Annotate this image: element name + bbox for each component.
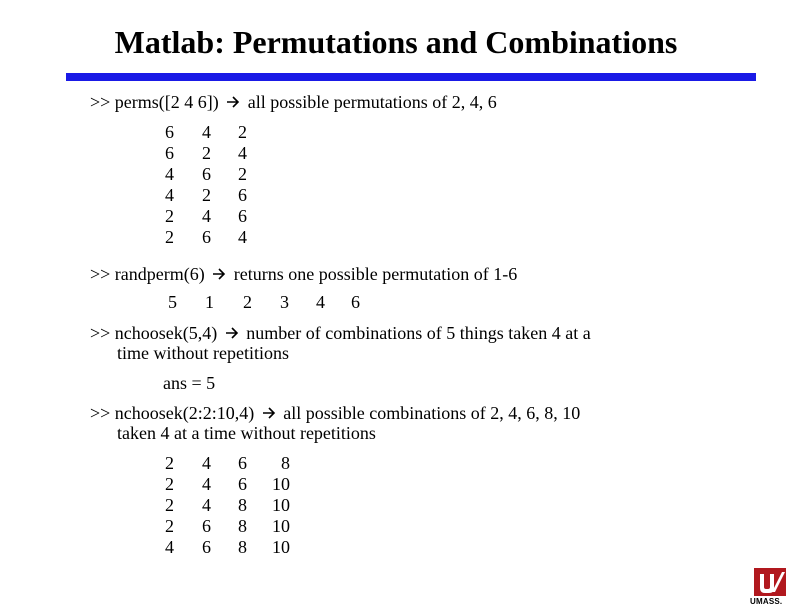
matrix-cell: 4 — [202, 453, 211, 473]
matrix-cell: 2 — [165, 453, 174, 473]
randperm-command: >> randperm(6) — [90, 264, 205, 284]
title-rule — [66, 73, 756, 81]
matrix-cell: 4 — [238, 227, 247, 247]
matrix-cell: 10 — [272, 474, 290, 494]
perms-description: all possible permutations of 2, 4, 6 — [247, 92, 497, 112]
matrix-cell: 2 — [165, 516, 174, 536]
matrix-cell: 6 — [202, 227, 211, 247]
nchoosek1-description-cont: time without repetitions — [117, 343, 289, 363]
umass-logo-text: UMASS. — [750, 597, 783, 606]
matrix-cell: 4 — [202, 474, 211, 494]
matrix-cell: 10 — [272, 516, 290, 536]
matrix-cell: 6 — [202, 537, 211, 557]
right-arrow-icon — [262, 406, 276, 420]
vector-cell: 4 — [316, 292, 325, 312]
right-arrow-icon — [225, 326, 239, 340]
matrix-cell: 2 — [238, 164, 247, 184]
nchoosek1-line — [90, 323, 591, 343]
nchoosek1-answer: ans = 5 — [163, 373, 216, 393]
matrix-cell: 10 — [272, 537, 290, 557]
matrix-cell: 6 — [165, 122, 174, 142]
matrix-cell: 2 — [165, 495, 174, 515]
matrix-cell: 4 — [202, 122, 211, 142]
matrix-cell: 6 — [202, 516, 211, 536]
slide-title: Matlab: Permutations and Combinations — [114, 24, 678, 60]
matrix-cell: 2 — [165, 227, 174, 247]
matrix-cell: 4 — [238, 143, 247, 163]
matrix-cell: 6 — [238, 474, 247, 494]
matrix-cell: 10 — [272, 495, 290, 515]
matrix-cell: 2 — [202, 185, 211, 205]
matrix-cell: 6 — [238, 453, 247, 473]
nchoosek1-description: number of combinations of 5 things taken 4 at a — [246, 323, 591, 343]
randperm-line — [90, 264, 517, 284]
vector-cell: 3 — [280, 292, 289, 312]
matrix-cell: 6 — [238, 185, 247, 205]
matrix-cell: 2 — [238, 122, 247, 142]
matrix-cell: 6 — [202, 164, 211, 184]
perms-line — [90, 92, 497, 112]
vector-cell: 2 — [243, 292, 252, 312]
randperm-description: returns one possible permutation of 1-6 — [233, 264, 518, 284]
matrix-cell: 4 — [165, 185, 174, 205]
vector-cell: 5 — [168, 292, 177, 312]
matrix-cell: 8 — [281, 453, 290, 473]
right-arrow-icon — [212, 267, 226, 281]
matrix-cell: 8 — [238, 537, 247, 557]
perms-command: >> perms([2 4 6]) — [90, 92, 219, 112]
matrix-cell: 8 — [238, 516, 247, 536]
matrix-cell: 2 — [165, 206, 174, 226]
right-arrow-icon — [226, 95, 240, 109]
matrix-cell: 6 — [165, 143, 174, 163]
matrix-cell: 6 — [238, 206, 247, 226]
matrix-cell: 2 — [165, 474, 174, 494]
matrix-cell: 4 — [165, 537, 174, 557]
matrix-cell: 4 — [165, 164, 174, 184]
vector-cell: 1 — [205, 292, 214, 312]
matrix-cell: 4 — [202, 206, 211, 226]
matrix-cell: 2 — [202, 143, 211, 163]
nchoosek2-command: >> nchoosek(2:2:10,4) — [90, 403, 255, 423]
matrix-cell: 4 — [202, 495, 211, 515]
matrix-cell: 8 — [238, 495, 247, 515]
nchoosek1-command: >> nchoosek(5,4) — [90, 323, 218, 343]
nchoosek2-line — [90, 403, 580, 423]
nchoosek2-description: all possible combinations of 2, 4, 6, 8, 10 — [283, 403, 581, 423]
vector-cell: 6 — [351, 292, 360, 312]
nchoosek2-description-cont: taken 4 at a time without repetitions — [117, 423, 376, 443]
